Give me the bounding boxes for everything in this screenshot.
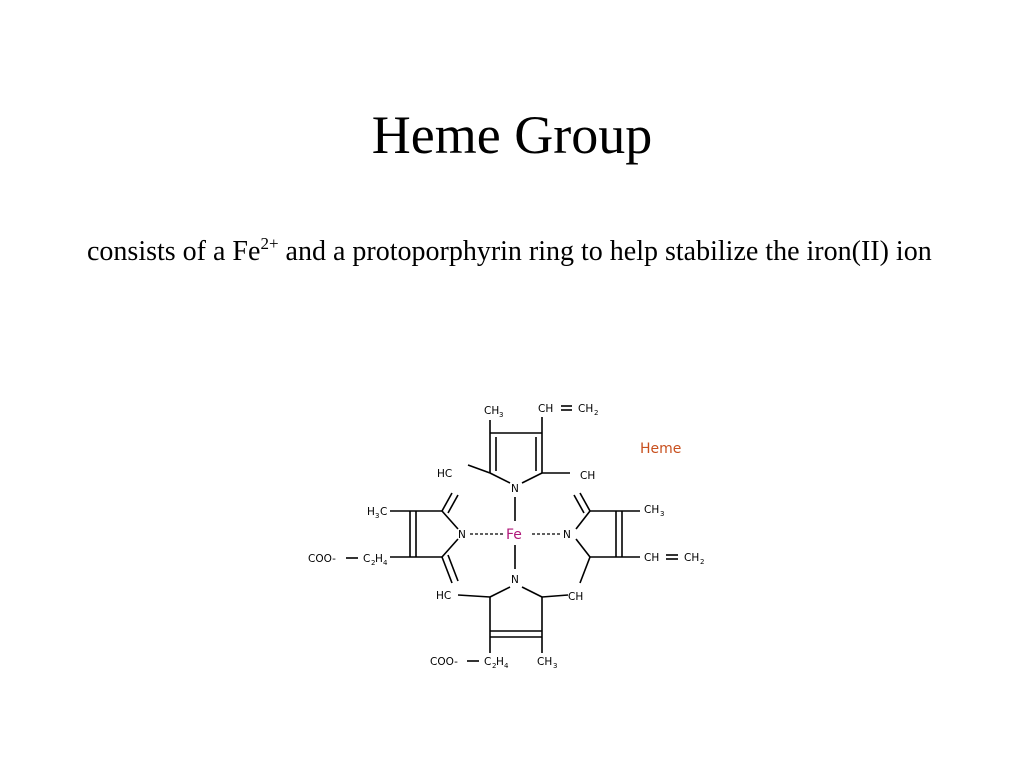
top-ring-ln xyxy=(490,473,510,483)
bottom-c2h4-h: H xyxy=(496,656,504,668)
meso-hc-top: HC xyxy=(437,468,453,480)
iron-atom: Fe xyxy=(506,527,522,543)
bottom-right-meso xyxy=(542,595,568,597)
left-h3c-c: C xyxy=(380,506,388,518)
right-ch3-c: CH xyxy=(644,504,660,516)
bottom-c2h4-sub2: 2 xyxy=(492,662,497,670)
top-ch3-c: CH xyxy=(484,405,500,417)
bottom-left-meso xyxy=(458,595,490,597)
bullet-text xyxy=(87,230,987,273)
bottom-ch3-sub: 3 xyxy=(553,662,558,670)
heme-structure-diagram xyxy=(300,395,710,680)
left-c2h4-sub2: 2 xyxy=(371,559,376,567)
right-vinyl-ch2: CH xyxy=(684,552,700,564)
bottom-ring-ln xyxy=(490,587,510,597)
left-h3c-h: H xyxy=(367,506,375,518)
top-left-meso xyxy=(468,465,490,473)
meso-ch-bottom: CH xyxy=(568,591,584,603)
vinyl-ch2-sub: 2 xyxy=(594,409,599,417)
bottom-c2h4-sub4: 4 xyxy=(504,662,509,670)
iron-charge-superscript: 2+ xyxy=(260,234,279,253)
right-n: N xyxy=(563,529,571,541)
right-ring-tn xyxy=(576,511,590,529)
left-ring-bn xyxy=(442,539,458,557)
meso-ch-top: CH xyxy=(580,470,596,482)
right-ring-bn xyxy=(576,539,590,557)
top-ch3-sub: 3 xyxy=(499,411,504,419)
left-ring-tn xyxy=(442,511,458,529)
right-ch3-sub: 3 xyxy=(660,510,665,518)
left-c2h4-c: C xyxy=(363,553,371,565)
bullet-text-start: consists of a Fe xyxy=(87,236,261,267)
bottom-coo: COO- xyxy=(430,656,458,668)
bottom-n: N xyxy=(511,574,519,586)
slide-title: Heme Group xyxy=(371,105,653,165)
bullet-text-end: and a protoporphyrin ring to help stabilize the iron(II) ion xyxy=(278,236,932,267)
left-h3c-sub: 3 xyxy=(375,512,380,520)
left-coo: COO- xyxy=(308,553,336,565)
right-vinyl-ch2-sub: 2 xyxy=(700,558,705,566)
right-vinyl-ch: CH xyxy=(644,552,660,564)
vinyl-ch: CH xyxy=(538,403,554,415)
left-c2h4-h: H xyxy=(375,553,383,565)
left-c2h4-sub4: 4 xyxy=(383,559,388,567)
top-ring-rn xyxy=(522,473,542,483)
top-n: N xyxy=(511,483,519,495)
vinyl-ch2: CH xyxy=(578,403,594,415)
right-meso-bottom xyxy=(580,557,590,583)
meso-hc-bottom: HC xyxy=(436,590,452,602)
left-n: N xyxy=(458,529,466,541)
bottom-ch3-c: CH xyxy=(537,656,553,668)
bottom-c2h4-c: C xyxy=(484,656,492,668)
heme-label: Heme xyxy=(640,441,682,457)
bottom-ring-rn xyxy=(522,587,542,597)
